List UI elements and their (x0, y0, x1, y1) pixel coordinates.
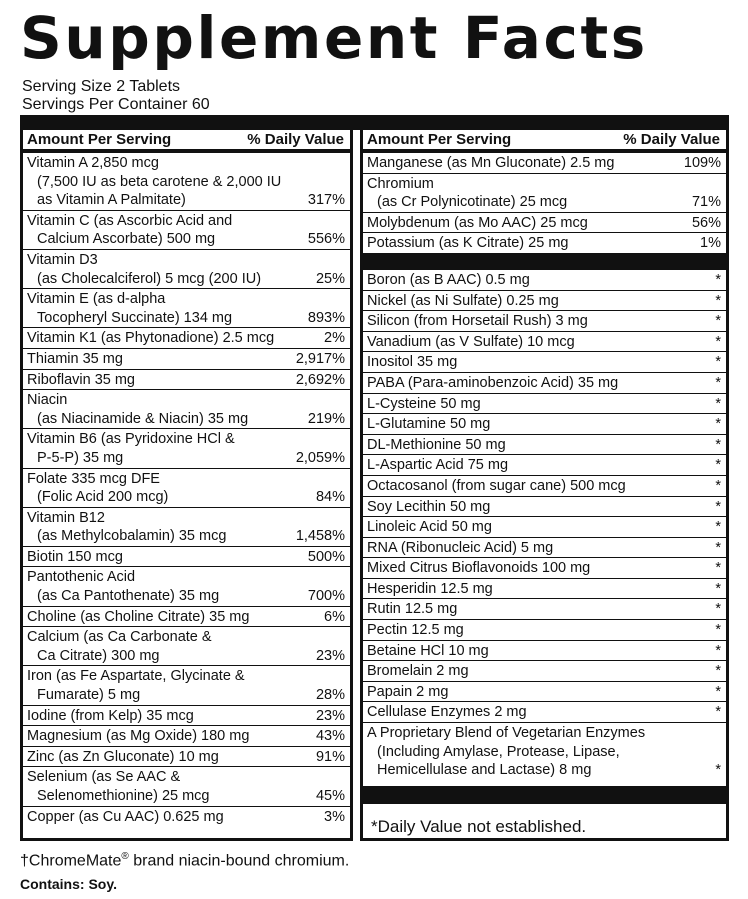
dagger-mark: † (20, 852, 29, 870)
nutrient-name (367, 292, 559, 311)
column-header (23, 130, 350, 153)
nutrient-line: Vitamin B6 (as Pyridoxine HCl & (27, 431, 235, 448)
nutrient-row (23, 666, 350, 705)
servings-per-container: Servings Per Container 60 (22, 96, 210, 113)
nutrient-line: Potassium (as K Citrate) 25 mg (367, 235, 569, 252)
nutrient-row (363, 291, 726, 312)
nutrient-line: Octacosanol (from sugar cane) 500 mcg (367, 477, 626, 494)
nutrient-row (23, 767, 350, 806)
nutrient-line: (as Methylcobalamin) 35 mcg (37, 528, 227, 545)
daily-value: * (715, 292, 721, 309)
nutrient-row (23, 370, 350, 391)
nutrient-line: Pectin 12.5 mg (367, 622, 464, 639)
daily-value: 1,458% (295, 528, 345, 545)
nutrient-row (363, 414, 726, 435)
nutrient-name (367, 175, 567, 212)
nutrient-line: Biotin 150 mcg (27, 548, 123, 565)
nutrient-row (363, 723, 726, 780)
nutrient-name (367, 234, 568, 253)
nutrient-line: Thiamin 35 mg (27, 350, 123, 367)
nutrient-name (27, 727, 249, 746)
nutrient-row (363, 641, 726, 662)
nutrient-name (367, 312, 588, 331)
nutrient-name (27, 768, 210, 805)
nutrient-name (367, 621, 464, 640)
nutrient-row (363, 352, 726, 373)
nutrient-name (367, 498, 490, 517)
nutrient-row (363, 599, 726, 620)
nutrient-line: Vanadium (as V Sulfate) 10 mcg (367, 333, 575, 350)
nutrient-name (367, 559, 590, 578)
nutrient-name (27, 290, 232, 327)
nutrient-row (23, 349, 350, 370)
daily-value: * (715, 642, 721, 659)
nutrient-line: Manganese (as Mn Gluconate) 2.5 mg (367, 155, 615, 171)
nutrient-row (23, 547, 350, 568)
daily-value: 23% (315, 707, 345, 724)
daily-value: 893% (307, 309, 345, 326)
daily-value: * (715, 498, 721, 515)
nutrient-line: Vitamin E (as d-alpha (27, 291, 166, 308)
nutrient-name (27, 329, 274, 348)
nutrient-line: Niacin (27, 392, 68, 409)
daily-value: * (715, 622, 721, 639)
nutrient-name (367, 333, 575, 352)
nutrient-line: Choline (as Choline Citrate) 35 mg (27, 608, 250, 625)
daily-value: * (715, 762, 721, 779)
nutrient-name (27, 470, 168, 507)
daily-value: 45% (315, 788, 345, 804)
nutrient-row (23, 429, 350, 468)
nutrient-row (23, 469, 350, 508)
nutrient-line: Ca Citrate) 300 mg (37, 647, 160, 664)
nutrient-row (363, 558, 726, 579)
daily-value: 23% (315, 647, 345, 664)
nutrient-line: Tocopheryl Succinate) 134 mg (37, 309, 233, 326)
contains-text: Contains: Soy. (20, 876, 117, 892)
daily-value: * (715, 333, 721, 350)
nutrient-name (27, 350, 123, 369)
nutrient-name (367, 683, 448, 702)
nutrient-line: Fumarate) 5 mg (37, 687, 141, 704)
nutrient-row (363, 579, 726, 600)
nutrient-row (23, 211, 350, 250)
nutrient-line: Selenomethionine) 25 mcg (37, 788, 210, 804)
daily-value: 556% (307, 231, 345, 248)
daily-value: 109% (683, 155, 721, 171)
nutrient-row (23, 328, 350, 349)
nutrient-line: RNA (Ribonucleic Acid) 5 mg (367, 539, 554, 556)
daily-value: * (715, 704, 721, 721)
daily-value: 2,917% (295, 350, 345, 367)
nutrient-name (27, 568, 219, 605)
nutrient-row (363, 702, 726, 723)
serving-size: Serving Size 2 Tablets (22, 78, 181, 95)
left-column (20, 130, 353, 841)
nutrient-line: (as Cr Polynicotinate) 25 mcg (377, 194, 568, 211)
left-rows (23, 153, 350, 826)
nutrient-name (27, 808, 224, 827)
footnote-text: brand niacin-bound chromium. (128, 852, 350, 870)
nutrient-line: (Including Amylase, Protease, Lipase, (377, 743, 620, 760)
right-bottom-rows (363, 270, 726, 780)
daily-value: 2% (324, 330, 345, 347)
column-header (363, 130, 726, 153)
daily-value: 700% (307, 588, 345, 605)
nutrient-name (27, 391, 248, 428)
nutrient-line: Calcium (as Ca Carbonate & (27, 629, 212, 646)
nutrient-row (363, 332, 726, 353)
nutrient-line: Vitamin D3 (27, 251, 98, 268)
daily-value: * (715, 580, 721, 597)
footnote (20, 851, 349, 870)
daily-value: * (715, 457, 721, 474)
nutrient-row (363, 394, 726, 415)
nutrient-row (23, 726, 350, 747)
nutrient-line: Iodine (from Kelp) 35 mcg (27, 707, 194, 724)
nutrient-line: (7,500 IU as beta carotene & 2,000 IU (37, 173, 282, 190)
nutrient-name (367, 456, 508, 475)
daily-value: * (715, 436, 721, 453)
allergen-statement (20, 876, 117, 892)
nutrient-name (367, 662, 469, 681)
nutrient-line: Pantothenic Acid (27, 569, 136, 586)
nutrient-name (27, 707, 194, 726)
nutrient-line: DL-Methionine 50 mg (367, 436, 506, 453)
daily-value: 71% (691, 194, 721, 211)
nutrient-line: Magnesium (as Mg Oxide) 180 mg (27, 728, 250, 745)
nutrient-line: Nickel (as Ni Sulfate) 0.25 mg (367, 292, 559, 309)
nutrient-line: Riboflavin 35 mg (27, 371, 135, 388)
daily-value: 84% (315, 489, 345, 506)
nutrient-line: Vitamin C (as Ascorbic Acid and (27, 212, 233, 229)
daily-value: 1% (700, 235, 721, 252)
nutrient-line: L-Aspartic Acid 75 mg (367, 457, 509, 474)
nutrient-line: PABA (Para-aminobenzoic Acid) 35 mg (367, 374, 619, 391)
nutrient-row (23, 567, 350, 606)
registered-mark: ® (121, 851, 129, 862)
daily-value: * (715, 374, 721, 391)
nutrient-line: Vitamin B12 (27, 509, 105, 526)
daily-value-note: *Daily Value not established. (371, 816, 587, 836)
brand-name: ChromeMate (28, 852, 122, 870)
nutrient-row (363, 661, 726, 682)
nutrient-row (23, 250, 350, 289)
nutrient-line: Betaine HCl 10 mg (367, 642, 489, 659)
nutrient-line: (as Ca Pantothenate) 35 mg (37, 588, 220, 605)
daily-value: 317% (307, 192, 345, 209)
nutrient-line: Silicon (from Horsetail Rush) 3 mg (367, 313, 588, 330)
daily-value: 219% (307, 410, 345, 427)
nutrient-row (23, 747, 350, 768)
nutrient-line: Rutin 12.5 mg (367, 601, 458, 618)
nutrient-line: Folate 335 mcg DFE (27, 470, 160, 487)
daily-value: 500% (307, 548, 345, 565)
nutrient-name (367, 395, 481, 414)
nutrient-name (367, 415, 490, 434)
nutrient-name (27, 748, 219, 767)
nutrient-name (27, 628, 212, 665)
nutrient-line: Iron (as Fe Aspartate, Glycinate & (27, 668, 245, 685)
nutrient-line: Bromelain 2 mg (367, 663, 469, 680)
top-rule (20, 115, 729, 130)
daily-value: 56% (691, 214, 721, 231)
nutrient-line: Linoleic Acid 50 mg (367, 519, 492, 536)
nutrient-row (363, 373, 726, 394)
bottom-rule (363, 786, 726, 804)
nutrient-row (363, 538, 726, 559)
nutrient-name (367, 214, 588, 233)
daily-value: * (715, 354, 721, 371)
nutrient-line: (as Cholecalciferol) 5 mcg (200 IU) (37, 270, 262, 287)
amount-per-serving-label: Amount Per Serving (367, 131, 512, 148)
nutrient-row (363, 174, 726, 213)
nutrient-row (23, 807, 350, 827)
daily-value: * (715, 519, 721, 536)
daily-value: 43% (315, 728, 345, 745)
nutrient-row (23, 508, 350, 547)
nutrient-line: Selenium (as Se AAC & (27, 769, 181, 786)
nutrient-row (363, 213, 726, 234)
daily-value: 28% (315, 687, 345, 704)
nutrient-row (363, 311, 726, 332)
nutrient-row (23, 390, 350, 429)
daily-value: * (715, 313, 721, 330)
nutrient-line: L-Cysteine 50 mg (367, 395, 481, 412)
nutrient-name (27, 667, 245, 704)
nutrient-name (27, 608, 249, 627)
daily-value: 6% (324, 608, 345, 625)
nutrient-line: Hemicellulase and Lactase) 8 mg (377, 762, 592, 779)
page-title: Supplement Facts (20, 4, 648, 72)
nutrient-name (27, 509, 226, 546)
nutrient-name (27, 371, 135, 390)
daily-value: 2,692% (295, 371, 345, 388)
nutrient-name (367, 703, 527, 722)
nutrient-name (367, 353, 457, 372)
nutrient-name (367, 436, 506, 455)
nutrient-row (363, 153, 726, 174)
nutrient-line: Copper (as Cu AAC) 0.625 mg (27, 808, 224, 825)
daily-value: * (715, 395, 721, 412)
nutrient-name (367, 724, 645, 780)
nutrient-row (363, 497, 726, 518)
right-top-rows (363, 153, 726, 253)
daily-value-label: % Daily Value (247, 131, 344, 148)
daily-value: * (715, 560, 721, 577)
nutrient-line: Calcium Ascorbate) 500 mg (37, 231, 216, 248)
daily-value: * (715, 683, 721, 700)
nutrient-name (27, 154, 281, 210)
nutrient-row (23, 607, 350, 628)
nutrient-name (367, 154, 614, 173)
nutrient-line: Boron (as B AAC) 0.5 mg (367, 271, 530, 288)
daily-value: 25% (315, 270, 345, 287)
nutrient-row (363, 682, 726, 703)
daily-value: 2,059% (295, 449, 345, 466)
nutrient-name (367, 271, 530, 290)
daily-value: * (715, 539, 721, 556)
nutrient-line: Vitamin A 2,850 mcg (27, 155, 159, 171)
nutrient-line: Molybdenum (as Mo AAC) 25 mcg (367, 214, 588, 231)
nutrient-name (367, 477, 626, 496)
nutrient-row (363, 233, 726, 253)
nutrient-name (367, 642, 489, 661)
nutrient-line: Papain 2 mg (367, 683, 449, 700)
section-divider (363, 253, 726, 270)
nutrient-line: Vitamin K1 (as Phytonadione) 2.5 mcg (27, 330, 275, 347)
nutrient-row (363, 455, 726, 476)
nutrient-line: (as Niacinamide & Niacin) 35 mg (37, 410, 249, 427)
nutrient-row (23, 289, 350, 328)
nutrient-row (363, 476, 726, 497)
nutrient-row (23, 153, 350, 211)
nutrient-line: Soy Lecithin 50 mg (367, 498, 491, 515)
nutrient-name (367, 374, 618, 393)
nutrient-line: Inositol 35 mg (367, 354, 458, 371)
nutrient-name (367, 518, 492, 537)
nutrient-name (367, 539, 553, 558)
nutrient-line: Chromium (367, 175, 434, 192)
nutrient-line: (Folic Acid 200 mcg) (37, 489, 169, 506)
nutrient-row (363, 435, 726, 456)
daily-value: 91% (315, 748, 345, 765)
daily-value: 3% (324, 808, 345, 825)
daily-value-label: % Daily Value (623, 131, 720, 148)
nutrient-name (367, 600, 457, 619)
amount-per-serving-label: Amount Per Serving (27, 131, 172, 148)
nutrient-line: Mixed Citrus Bioflavonoids 100 mg (367, 560, 591, 577)
nutrient-line: as Vitamin A Palmitate) (37, 192, 186, 209)
nutrient-name (27, 430, 235, 467)
nutrient-line: Cellulase Enzymes 2 mg (367, 704, 527, 721)
nutrient-line: P-5-P) 35 mg (37, 449, 124, 466)
nutrient-name (27, 212, 232, 249)
nutrient-row (23, 627, 350, 666)
nutrient-name (27, 548, 123, 567)
nutrient-name (27, 251, 261, 288)
daily-value: * (715, 271, 721, 288)
daily-value: * (715, 477, 721, 494)
nutrient-row (363, 620, 726, 641)
nutrient-row (23, 706, 350, 727)
nutrient-name (367, 580, 493, 599)
nutrient-row (363, 270, 726, 291)
daily-value: * (715, 663, 721, 680)
nutrient-line: Hesperidin 12.5 mg (367, 580, 493, 597)
right-column (360, 130, 729, 841)
nutrient-line: L-Glutamine 50 mg (367, 416, 491, 433)
daily-value: * (715, 601, 721, 618)
daily-value: * (715, 416, 721, 433)
nutrient-line: A Proprietary Blend of Vegetarian Enzymes (367, 725, 646, 742)
nutrient-row (363, 517, 726, 538)
nutrient-line: Zinc (as Zn Gluconate) 10 mg (27, 748, 219, 765)
